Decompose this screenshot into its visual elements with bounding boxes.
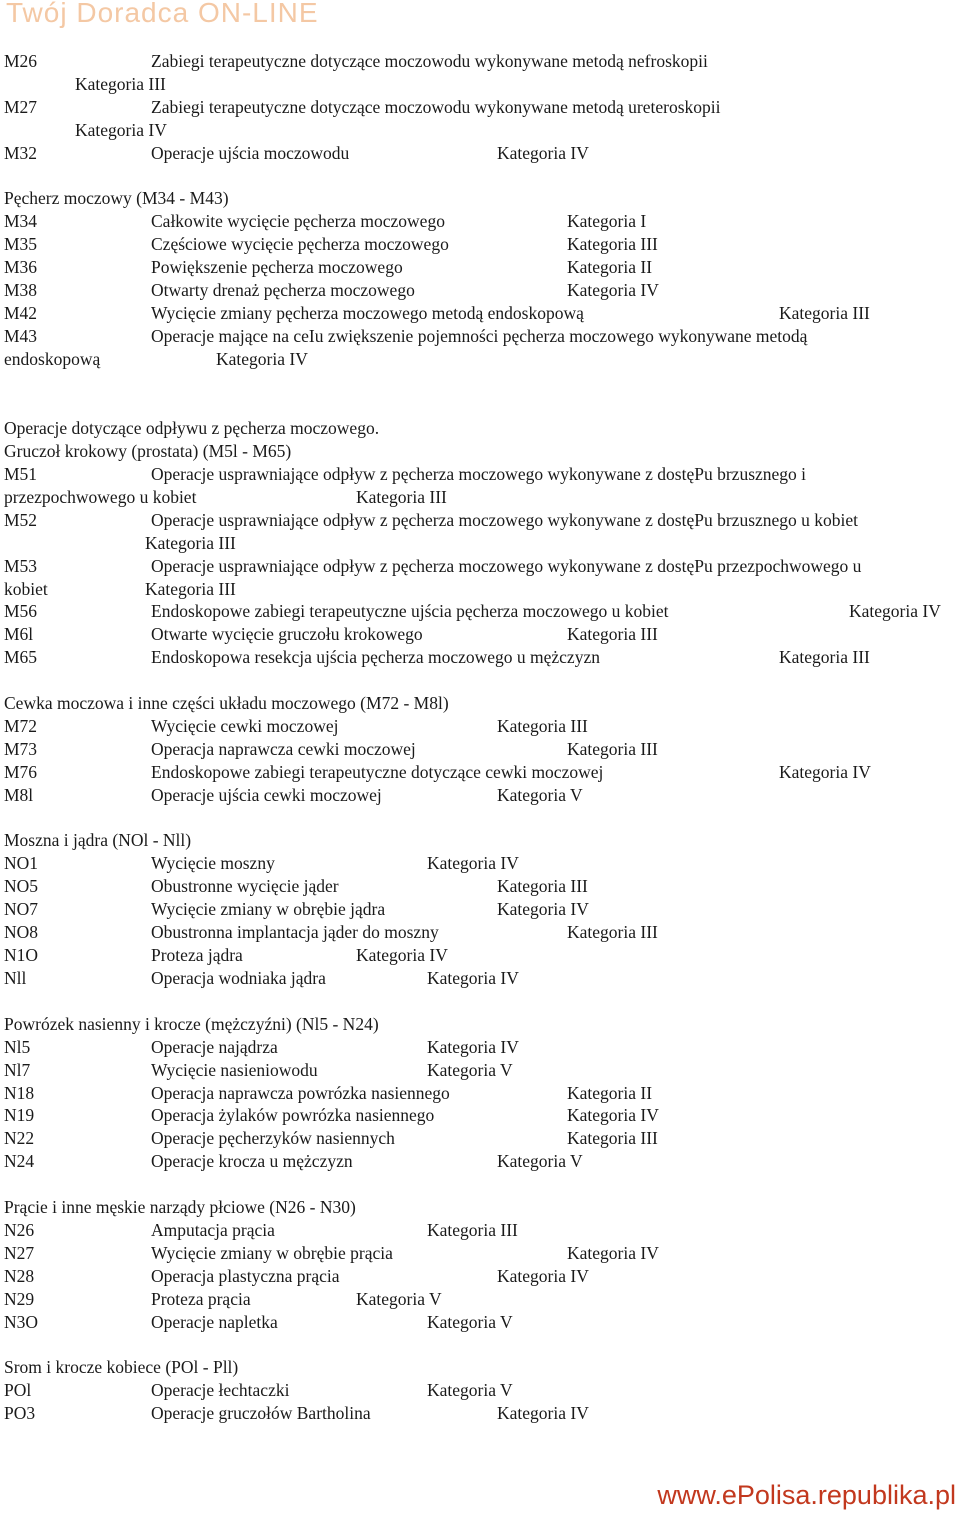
section-heading: Operacje dotyczące odpływu z pęcherza moczowego. bbox=[4, 418, 380, 438]
procedure-category: Kategoria III bbox=[75, 74, 166, 94]
procedure-name: Proteza prącia bbox=[151, 1289, 251, 1309]
procedure-category: Kategoria IV bbox=[497, 143, 589, 163]
procedure-name: Operacja naprawcza cewki moczowej bbox=[151, 739, 416, 759]
procedure-name: Endoskopowe zabiegi terapeutyczne ujścia pęcherza moczowego u kobiet bbox=[151, 601, 669, 621]
procedure-code: M38 bbox=[4, 280, 38, 300]
procedure-name: Zabiegi terapeutyczne dotyczące moczowodu wykonywane metodą ureteroskopii bbox=[151, 97, 721, 117]
section-heading: Srom i krocze kobiece (POl - Pll) bbox=[4, 1357, 239, 1377]
procedure-name: Obustronne wycięcie jąder bbox=[151, 876, 339, 896]
procedure-category: Kategoria III bbox=[497, 876, 588, 896]
procedure-code: N1O bbox=[4, 945, 39, 965]
procedure-code: N26 bbox=[4, 1220, 35, 1240]
procedure-code: M73 bbox=[4, 739, 38, 759]
procedure-name: Operacja wodniaka jądra bbox=[151, 968, 326, 988]
procedure-category: Kategoria III bbox=[779, 303, 870, 323]
procedure-category: Kategoria IV bbox=[567, 1105, 659, 1125]
procedure-code: M43 bbox=[4, 326, 38, 346]
procedure-category: Kategoria V bbox=[356, 1289, 442, 1309]
procedure-name: Operacje najądrza bbox=[151, 1037, 278, 1057]
procedure-code: M65 bbox=[4, 647, 38, 667]
procedure-code: M42 bbox=[4, 303, 38, 323]
procedure-name: Obustronna implantacja jąder do moszny bbox=[151, 922, 439, 942]
procedure-code: N27 bbox=[4, 1243, 35, 1263]
procedure-code: M51 bbox=[4, 464, 38, 484]
procedure-name: Amputacja prącia bbox=[151, 1220, 275, 1240]
procedure-name: Proteza jądra bbox=[151, 945, 243, 965]
procedure-name: Operacje mające na ceIu zwiększenie pojemności pęcherza moczowego wykonywane metodą bbox=[151, 326, 808, 346]
procedure-name: Operacje pęcherzyków nasiennych bbox=[151, 1128, 395, 1148]
section-heading: Cewka moczowa i inne części układu moczowego (M72 - M8l) bbox=[4, 693, 449, 713]
procedure-category: Kategoria IV bbox=[497, 1403, 589, 1423]
procedure-category: Kategoria IV bbox=[216, 349, 308, 369]
procedure-category: Kategoria III bbox=[497, 716, 588, 736]
procedure-code: M8l bbox=[4, 785, 34, 805]
procedure-category: Kategoria IV bbox=[427, 1037, 519, 1057]
procedure-code: N24 bbox=[4, 1151, 35, 1171]
procedure-category: Kategoria V bbox=[497, 785, 583, 805]
procedure-name: Endoskopowa resekcja ujścia pęcherza moczowego u mężczyzn bbox=[151, 647, 600, 667]
procedure-category: Kategoria II bbox=[567, 257, 653, 277]
procedure-category: Kategoria IV bbox=[427, 853, 519, 873]
procedure-category: Kategoria II bbox=[567, 1083, 653, 1103]
procedure-category: Kategoria IV bbox=[497, 1266, 589, 1286]
procedure-category: Kategoria IV bbox=[497, 899, 589, 919]
procedure-code: NO7 bbox=[4, 899, 39, 919]
section-heading: Prącie i inne męskie narządy płciowe (N26 - N30) bbox=[4, 1197, 356, 1217]
procedure-category: Kategoria I bbox=[567, 211, 647, 231]
procedure-code: M53 bbox=[4, 556, 38, 576]
procedure-category: Kategoria III bbox=[567, 624, 658, 644]
procedure-code: Nl7 bbox=[4, 1060, 31, 1080]
procedure-code: M36 bbox=[4, 257, 38, 277]
procedure-category: Kategoria III bbox=[567, 739, 658, 759]
procedure-category: Kategoria IV bbox=[567, 280, 659, 300]
procedure-category: Kategoria V bbox=[427, 1380, 513, 1400]
procedure-category: Kategoria III bbox=[145, 533, 236, 553]
procedure-code: Nl5 bbox=[4, 1037, 31, 1057]
section-heading: Pęcherz moczowy (M34 - M43) bbox=[4, 188, 229, 208]
procedure-code: N18 bbox=[4, 1083, 35, 1103]
procedure-code: POl bbox=[4, 1380, 32, 1400]
procedure-category: Kategoria III bbox=[567, 922, 658, 942]
procedure-name: Powiększenie pęcherza moczowego bbox=[151, 257, 403, 277]
site-footer-url: www.ePolisa.republika.pl bbox=[657, 1480, 956, 1510]
procedure-name: Częściowe wycięcie pęcherza moczowego bbox=[151, 234, 449, 254]
procedure-code: Nll bbox=[4, 968, 27, 988]
section-heading: Moszna i jądra (NOl - Nll) bbox=[4, 830, 192, 850]
procedure-code: M72 bbox=[4, 716, 38, 736]
procedure-name: Wycięcie nasieniowodu bbox=[151, 1060, 318, 1080]
procedure-code: N19 bbox=[4, 1105, 35, 1125]
procedure-category: Kategoria III bbox=[427, 1220, 518, 1240]
procedure-name: Operacja plastyczna prącia bbox=[151, 1266, 340, 1286]
section-heading: Gruczoł krokowy (prostata) (M5l - M65) bbox=[4, 441, 292, 461]
procedure-code: endoskopową bbox=[4, 349, 101, 369]
procedure-name: Operacja naprawcza powrózka nasiennego bbox=[151, 1083, 450, 1103]
procedure-category: Kategoria III bbox=[567, 1128, 658, 1148]
procedure-code: M27 bbox=[4, 97, 38, 117]
procedure-name: Wycięcie moszny bbox=[151, 853, 275, 873]
procedure-category: Kategoria III bbox=[145, 579, 236, 599]
procedure-category: Kategoria III bbox=[567, 234, 658, 254]
procedure-category: Kategoria IV bbox=[356, 945, 448, 965]
procedure-code: M6l bbox=[4, 624, 34, 644]
procedure-code: kobiet bbox=[4, 579, 48, 599]
procedure-code: NO5 bbox=[4, 876, 39, 896]
procedure-category: Kategoria III bbox=[779, 647, 870, 667]
procedure-category: Kategoria IV bbox=[779, 762, 871, 782]
procedure-code: M32 bbox=[4, 143, 38, 163]
procedure-code: M35 bbox=[4, 234, 38, 254]
procedure-code: M52 bbox=[4, 510, 38, 530]
procedure-name: Otwarte wycięcie gruczołu krokowego bbox=[151, 624, 423, 644]
procedure-category: Kategoria IV bbox=[427, 968, 519, 988]
procedure-name: Całkowite wycięcie pęcherza moczowego bbox=[151, 211, 445, 231]
procedure-category: Kategoria V bbox=[427, 1312, 513, 1332]
procedure-name: Operacje ujścia cewki moczowej bbox=[151, 785, 382, 805]
procedure-code: N28 bbox=[4, 1266, 35, 1286]
procedure-name: Zabiegi terapeutyczne dotyczące moczowodu wykonywane metodą nefroskopii bbox=[151, 51, 708, 71]
procedure-category: Kategoria III bbox=[356, 487, 447, 507]
procedure-category: Kategoria IV bbox=[75, 120, 167, 140]
procedure-name: Wycięcie zmiany w obrębie prącia bbox=[151, 1243, 393, 1263]
site-header: Twój Doradca ON-LINE bbox=[6, 0, 319, 28]
procedure-name: Endoskopowe zabiegi terapeutyczne dotyczące cewki moczowej bbox=[151, 762, 604, 782]
procedure-name: Operacje usprawniające odpływ z pęcherza moczowego wykonywane z dostęPu brzusznego u kobiet bbox=[151, 510, 859, 530]
procedure-name: Operacje ujścia moczowodu bbox=[151, 143, 350, 163]
procedure-name: Operacja żylaków powrózka nasiennego bbox=[151, 1105, 435, 1125]
procedure-code: M34 bbox=[4, 211, 38, 231]
procedure-code: N22 bbox=[4, 1128, 35, 1148]
procedure-name: Operacje napletka bbox=[151, 1312, 278, 1332]
procedure-code: M76 bbox=[4, 762, 38, 782]
procedure-name: Otwarty drenaż pęcherza moczowego bbox=[151, 280, 415, 300]
procedure-name: Operacje łechtaczki bbox=[151, 1380, 290, 1400]
procedure-code: NO8 bbox=[4, 922, 39, 942]
procedure-code: NO1 bbox=[4, 853, 39, 873]
procedure-code: M26 bbox=[4, 51, 38, 71]
procedure-name: Wycięcie cewki moczowej bbox=[151, 716, 339, 736]
procedure-code: N29 bbox=[4, 1289, 35, 1309]
procedure-name: Operacje usprawniające odpływ z pęcherza moczowego wykonywane z dostęPu brzusznego i bbox=[151, 464, 807, 484]
procedure-name: Operacje usprawniające odpływ z pęcherza moczowego wykonywane z dostęPu przezpochwowego u bbox=[151, 556, 862, 576]
procedure-code: N3O bbox=[4, 1312, 39, 1332]
procedure-name: Operacje gruczołów Bartholina bbox=[151, 1403, 371, 1423]
procedure-name: Wycięcie zmiany pęcherza moczowego metodą endoskopową bbox=[151, 303, 584, 323]
procedure-category: Kategoria V bbox=[427, 1060, 513, 1080]
procedure-category: Kategoria V bbox=[497, 1151, 583, 1171]
procedure-code: M56 bbox=[4, 601, 38, 621]
procedure-name: Wycięcie zmiany w obrębie jądra bbox=[151, 899, 386, 919]
section-heading: Powrózek nasienny i krocze (mężczyźni) (Nl5 - N24) bbox=[4, 1014, 379, 1034]
procedure-name: Operacje krocza u mężczyzn bbox=[151, 1151, 353, 1171]
procedure-category: Kategoria IV bbox=[849, 601, 941, 621]
procedure-code: przezpochwowego u kobiet bbox=[4, 487, 197, 507]
procedure-code: PO3 bbox=[4, 1403, 36, 1423]
procedure-category: Kategoria IV bbox=[567, 1243, 659, 1263]
